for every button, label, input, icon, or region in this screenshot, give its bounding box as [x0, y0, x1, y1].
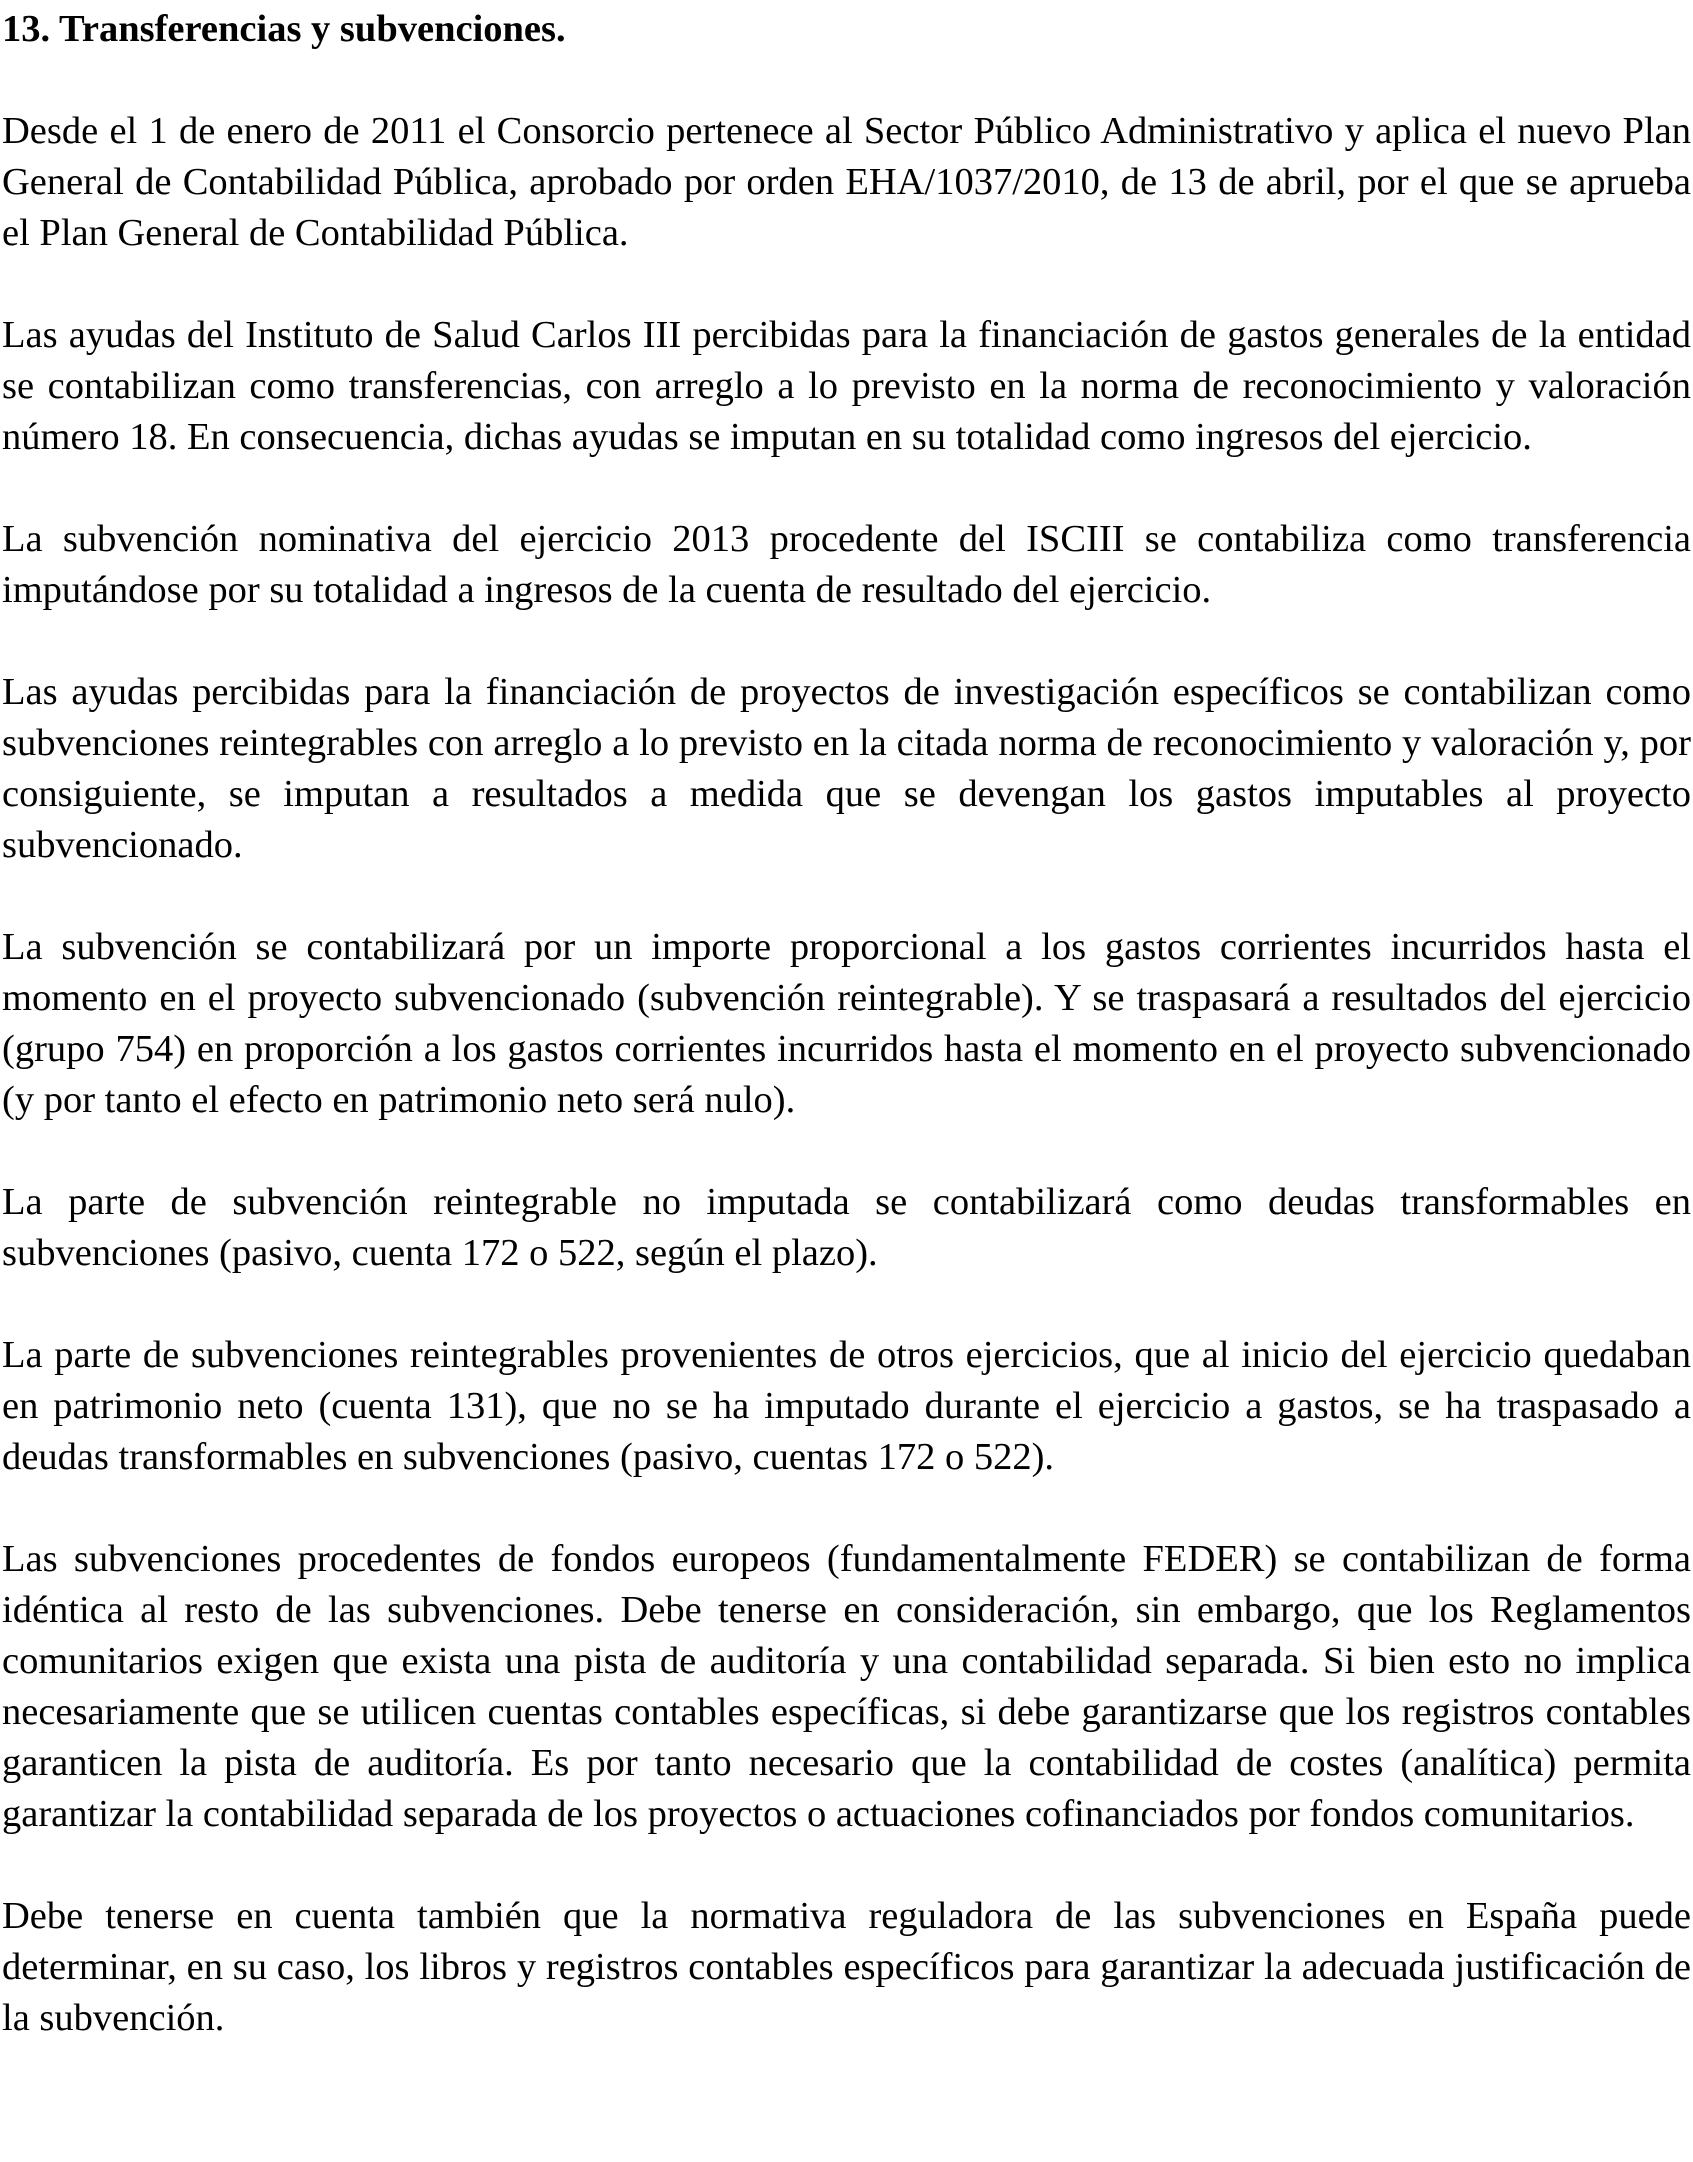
paragraph-parte-no-imputada: La parte de subvención reintegrable no imputada se contabilizará como deudas transformables en subvenciones (pasivo, cuenta 172 o 522, según el plazo). — [2, 1181, 1691, 1274]
paragraph-normativa-espana: Debe tenerse en cuenta también que la normativa reguladora de las subvenciones en España puede determinar, en su caso, los libros y registros contables específicos para garantizar la adecuada justificación de la subvención. — [2, 1895, 1691, 2039]
paragraph-subvencion-nominativa: La subvención nominativa del ejercicio 2013 procedente del ISCIII se contabiliza como transferencia imputándose por su totalidad a ingresos de la cuenta de resultado del ejercicio. — [2, 518, 1691, 611]
paragraph-ayudas-iscii: Las ayudas del Instituto de Salud Carlos III percibidas para la financiación de gastos generales de la entidad se contabilizan como transferencias, con arreglo a lo previsto en la norma de reconocimiento y valoración número 18. En consecuencia, dichas ayudas se imputan en su totalidad como ingresos del ejercicio. — [2, 314, 1691, 458]
paragraph-importe-proporcional: La subvención se contabilizará por un importe proporcional a los gastos corrientes incurridos hasta el momento en el proyecto subvencionado (subvención reintegrable). Y se traspasará a resultados del ejercicio (grupo 754) en proporción a los gastos corrientes incurridos hasta el momento en el proyecto subvencionado (y por tanto el efecto en patrimonio neto será nulo). — [2, 926, 1691, 1121]
paragraph-proyectos-investigacion: Las ayudas percibidas para la financiación de proyectos de investigación específicos se contabilizan como subvenciones reintegrables con arreglo a lo previsto en la citada norma de reconocimiento y valoración y, por consiguiente, se imputan a resultados a medida que se devengan los gastos imputables al proyecto subvencionado. — [2, 671, 1691, 866]
section-heading: 13. Transferencias y subvenciones. — [2, 8, 566, 50]
paragraph-plan-general: Desde el 1 de enero de 2011 el Consorcio pertenece al Sector Público Administrativo y aplica el nuevo Plan General de Contabilidad Pública, aprobado por orden EHA/1037/2010, de 13 de abril, por el que se aprueba el Plan General de Contabilidad Pública. — [2, 110, 1691, 254]
paragraph-fondos-europeos: Las subvenciones procedentes de fondos europeos (fundamentalmente FEDER) se contabilizan de forma idéntica al resto de las subvenciones. Debe tenerse en consideración, sin embargo, que los Reglamentos comunitarios exigen que exista una pista de auditoría y una contabilidad separada. Si bien esto no implica necesariamente que se utilicen cuentas contables específicas, si debe garantizarse que los registros contables garanticen la pista de auditoría. Es por tanto necesario que la contabilidad de costes (analítica) permita garantizar la contabilidad separada de los proyectos o actuaciones cofinanciados por fondos comunitarios. — [2, 1538, 1691, 1835]
paragraph-otros-ejercicios: La parte de subvenciones reintegrables provenientes de otros ejercicios, que al inicio del ejercicio quedaban en patrimonio neto (cuenta 131), que no se ha imputado durante el ejercicio a gastos, se ha traspasado a deudas transformables en subvenciones (pasivo, cuentas 172 o 522). — [2, 1334, 1691, 1478]
